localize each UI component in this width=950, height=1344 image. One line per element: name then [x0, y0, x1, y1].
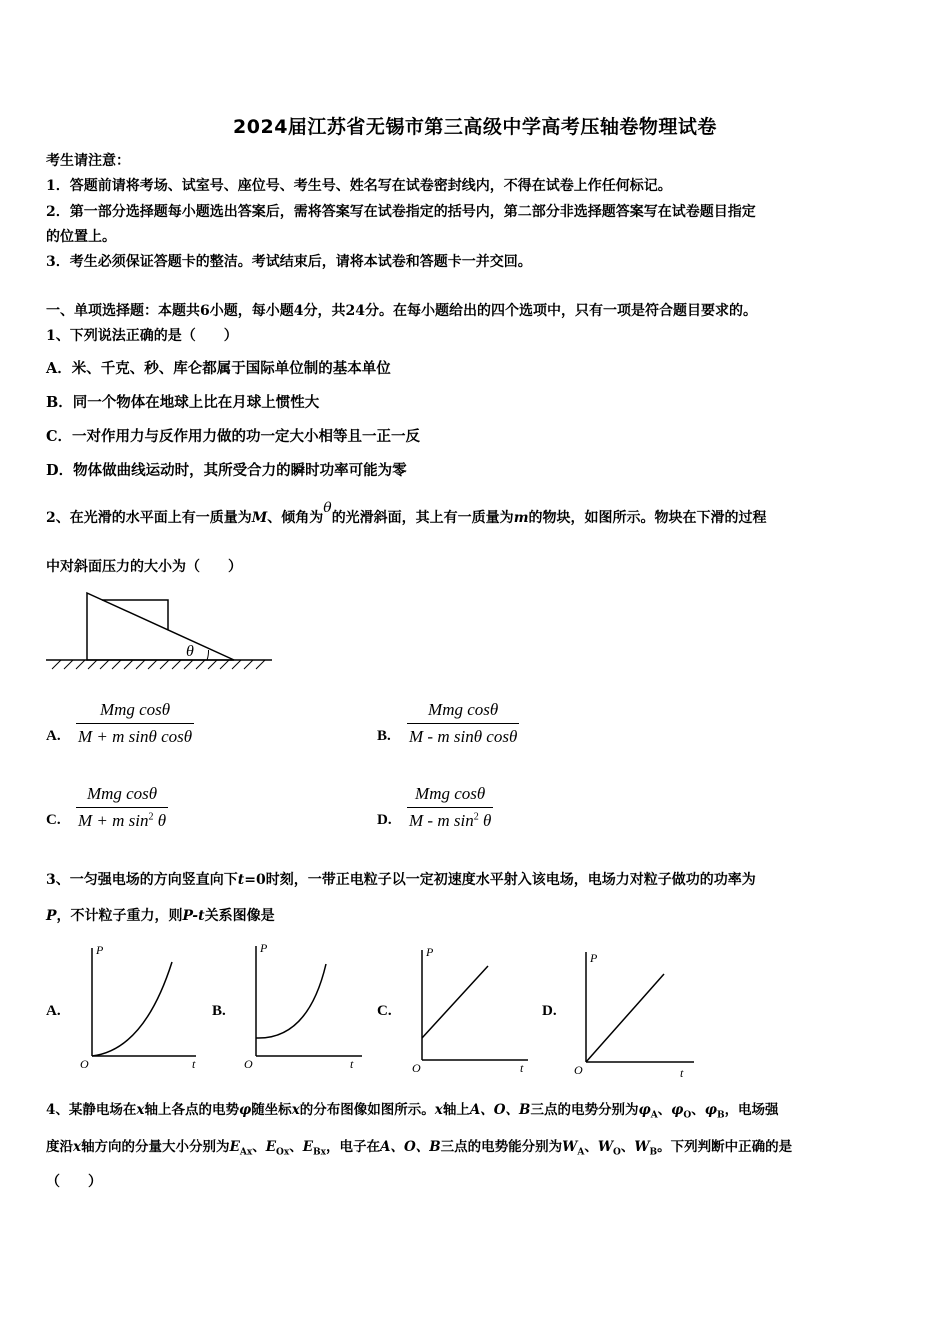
- graph-b: [240, 938, 370, 1068]
- q4-line2: 度沿x轴方向的分量大小分别为$E_{Ax}$、$E_{Ox}$、$E_{Bx}$，电子在A、O、B三点的电势能分别为$W_A$、$W_O$、$W_B$。下列判断中正确的是: [46, 1139, 793, 1158]
- page-title: 2024届江苏省无锡市第三高级中学高考压轴卷物理试卷: [233, 116, 717, 138]
- t-label: t: [680, 1066, 684, 1080]
- p-label: P: [260, 941, 268, 955]
- q2-option-d: Mmg cosθ M - m $\sin^2 \theta$: [409, 784, 492, 830]
- q3-label-d: D.: [542, 1003, 557, 1019]
- incline-figure: [44, 588, 276, 676]
- line: [586, 974, 664, 1062]
- graph-c: [406, 942, 536, 1072]
- notice-item-2-cont: 的位置上。: [46, 229, 116, 245]
- incline-wedge: [87, 593, 234, 660]
- q1-stem: 1、下列说法正确的是（ ）: [46, 328, 238, 344]
- origin-label: O: [412, 1061, 421, 1072]
- section-heading: 一、单项选择题：本题共6小题，每小题4分，共24分。在每小题给出的四个选项中，只有一项是符合题目要求的。: [46, 303, 757, 319]
- q3-label-c: C.: [377, 1003, 392, 1019]
- ground-hatching: [52, 660, 265, 669]
- q3-stem-line1: 3、一匀强电场的方向竖直向下t=0时刻，一带正电粒子以一定初速度水平射入该电场，电场力对粒子做功的功率为: [46, 872, 756, 888]
- origin-label: O: [244, 1057, 253, 1068]
- notice-heading: 考生请注意：: [46, 153, 130, 169]
- q1-option-a: A．米、千克、秒、库仑都属于国际单位制的基本单位: [46, 360, 391, 377]
- curve: [256, 964, 326, 1038]
- q1-option-c: C．一对作用力与反作用力做的功一定大小相等且一正一反: [46, 428, 421, 445]
- q4-line1: 4、某静电场在x轴上各点的电势φ随坐标x的分布图像如图所示。x轴上A、O、B三点的电势分别为$\varphi_A$、$\varphi_O$、$\varphi_B$，电场强: [46, 1102, 779, 1121]
- q1-option-b: B．同一个物体在地球上比在月球上惯性大: [46, 394, 320, 411]
- graph-d: [570, 944, 700, 1080]
- q2-option-b: Mmg cosθ M - m sinθ cosθ: [409, 700, 518, 746]
- notice-item-3: 3．考生必须保证答题卡的整洁。考试结束后，请将本试卷和答题卡一并交回。: [46, 254, 532, 270]
- p-label: P: [96, 943, 104, 957]
- q3-label-a: A.: [46, 1003, 61, 1019]
- q2-option-c-label: C.: [46, 812, 61, 828]
- q2-option-d-label: D.: [377, 812, 392, 828]
- q3-label-b: B.: [212, 1003, 226, 1019]
- q3-stem-line2: P，不计粒子重力，则P-t关系图像是: [46, 908, 275, 924]
- q1-option-d: D．物体做曲线运动时，其所受合力的瞬时功率可能为零: [46, 462, 407, 479]
- origin-label: O: [80, 1057, 89, 1070]
- q4-line3: （ ）: [46, 1174, 102, 1190]
- q2-stem-line1: 2、在光滑的水平面上有一质量为M、倾角为θ的光滑斜面，其上有一质量为m的物块，如图所示。物块在下滑的过程: [46, 500, 767, 526]
- angle-arc: [207, 650, 209, 660]
- q2-stem-line2: 中对斜面压力的大小为（ ）: [46, 559, 242, 575]
- q2-option-a: Mmg cosθ M + m sinθ cosθ: [78, 700, 193, 746]
- p-label: P: [590, 951, 598, 965]
- origin-label: O: [574, 1063, 583, 1077]
- notice-item-1: 1．答题前请将考场、试室号、座位号、考生号、姓名写在试卷密封线内，不得在试卷上作任何标记。: [46, 178, 672, 194]
- graph-a: [74, 940, 204, 1070]
- t-label: t: [350, 1057, 354, 1068]
- line: [422, 966, 488, 1038]
- notice-item-2: 2．第一部分选择题每小题选出答案后，需将答案写在试卷指定的括号内，第二部分非选择题答案写在试卷题目指定: [46, 204, 756, 220]
- angle-label: θ: [186, 643, 194, 660]
- q2-option-a-label: A.: [46, 728, 61, 744]
- p-label: P: [426, 945, 434, 959]
- curve: [92, 962, 172, 1056]
- q2-option-c: Mmg cosθ M + m $\sin^2 \theta$: [78, 784, 167, 830]
- t-label: t: [192, 1057, 196, 1070]
- t-label: t: [520, 1061, 524, 1072]
- q2-option-b-label: B.: [377, 728, 391, 744]
